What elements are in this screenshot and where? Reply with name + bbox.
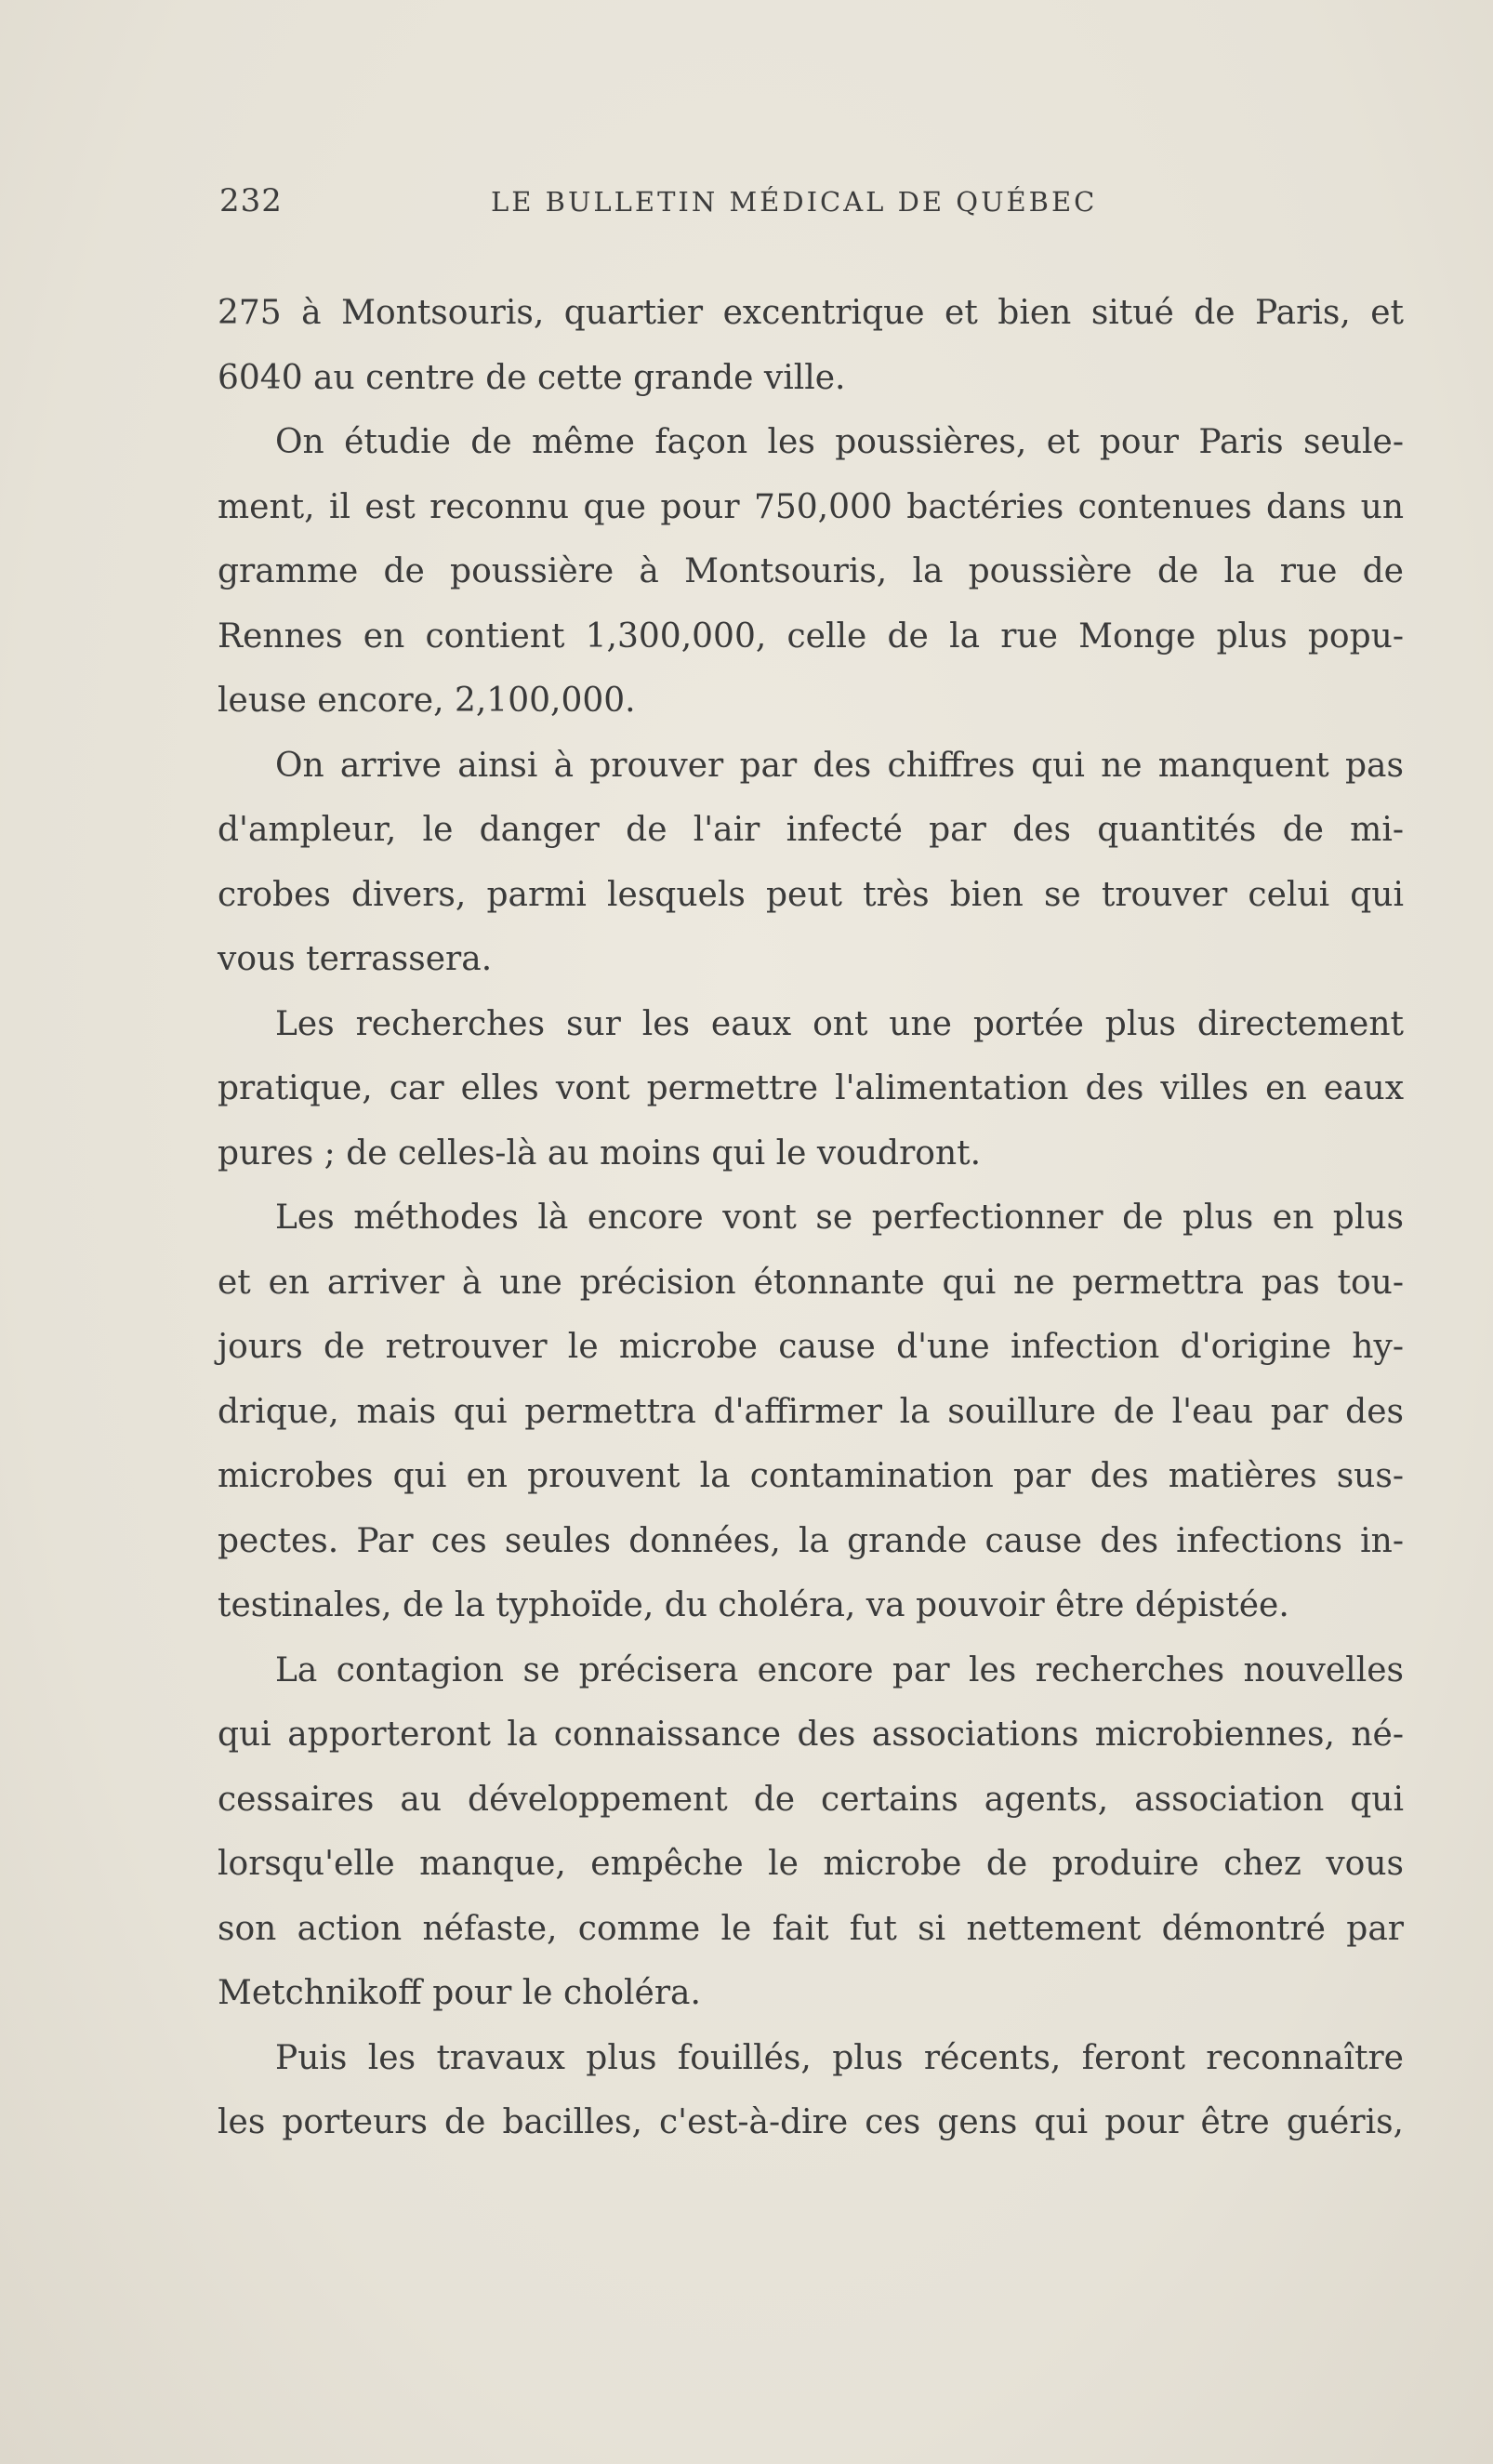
text-line: pectes. Par ces seules données, la grande cause des infections in-	[218, 1521, 1404, 1560]
text-line: Rennes en contient 1,300,000, celle de la rue Monge plus popu-	[218, 616, 1404, 656]
paragraph-first-line: La contagion se précisera encore par les recherches nouvelles	[275, 1650, 1404, 1689]
paragraph-first-line: Puis les travaux plus fouillés, plus récents, feront reconnaître	[275, 2038, 1404, 2077]
text-line: Metchnikoff pour le choléra.	[218, 1974, 701, 2012]
paragraph-first-line: On arrive ainsi à prouver par des chiffres qui ne manquent pas	[275, 746, 1404, 785]
page-header	[219, 182, 1149, 229]
text-line: drique, mais qui permettra d'affirmer la souillure de l'eau par des	[218, 1392, 1404, 1431]
text-line: son action néfaste, comme le fait fut si nettement démontré par	[218, 1909, 1404, 1948]
text-line: et en arriver à une précision étonnante qui ne permettra pas tou-	[218, 1263, 1404, 1302]
text-line: lorsqu'elle manque, empêche le microbe de produire chez vous	[218, 1845, 1404, 1883]
text-line: vous terrassera.	[218, 940, 493, 978]
text-line: les porteurs de bacilles, c'est-à-dire ces gens qui pour être guéris,	[218, 2103, 1404, 2141]
text-line: jours de retrouver le microbe cause d'une infection d'origine hy-	[218, 1328, 1404, 1366]
body-text	[218, 281, 1404, 2155]
text-line: pratique, car elles vont permettre l'alimentation des villes en eaux	[218, 1069, 1404, 1107]
text-line: d'ampleur, le danger de l'air infecté par des quantités de mi-	[218, 811, 1404, 849]
text-line: cessaires au développement de certains agents, association qui	[218, 1780, 1404, 1819]
text-line: pures ; de celles-là au moins qui le voudront.	[218, 1133, 982, 1172]
text-line: microbes qui en prouvent la contamination par des matières sus-	[218, 1457, 1404, 1495]
text-line: crobes divers, parmi lesquels peut très bien se trouver celui qui	[218, 875, 1404, 914]
paragraph-first-line: Les méthodes là encore vont se perfectionner de plus en plus	[275, 1199, 1404, 1237]
text-line: leuse encore, 2,100,000.	[218, 682, 636, 720]
running-head: LE BULLETIN MÉDICAL DE QUÉBEC	[491, 186, 1098, 218]
text-line: 275 à Montsouris, quartier excentrique et bien situé de Paris, et	[218, 294, 1404, 332]
paragraph-first-line: Les recherches sur les eaux ont une portée plus directement	[275, 1004, 1404, 1043]
text-line: gramme de poussière à Montsouris, la poussière de la rue de	[218, 552, 1404, 590]
text-line: ment, il est reconnu que pour 750,000 bactéries contenues dans un	[218, 487, 1404, 526]
page-number: 232	[219, 182, 283, 219]
text-line: 6040 au centre de cette grande ville.	[218, 358, 846, 397]
text-line: qui apporteront la connaissance des associations microbiennes, né-	[218, 1716, 1404, 1754]
paragraph-first-line: On étudie de même façon les poussières, et pour Paris seule-	[275, 423, 1404, 461]
text-line: testinales, de la typhoïde, du choléra, va pouvoir être dépistée.	[218, 1586, 1289, 1624]
